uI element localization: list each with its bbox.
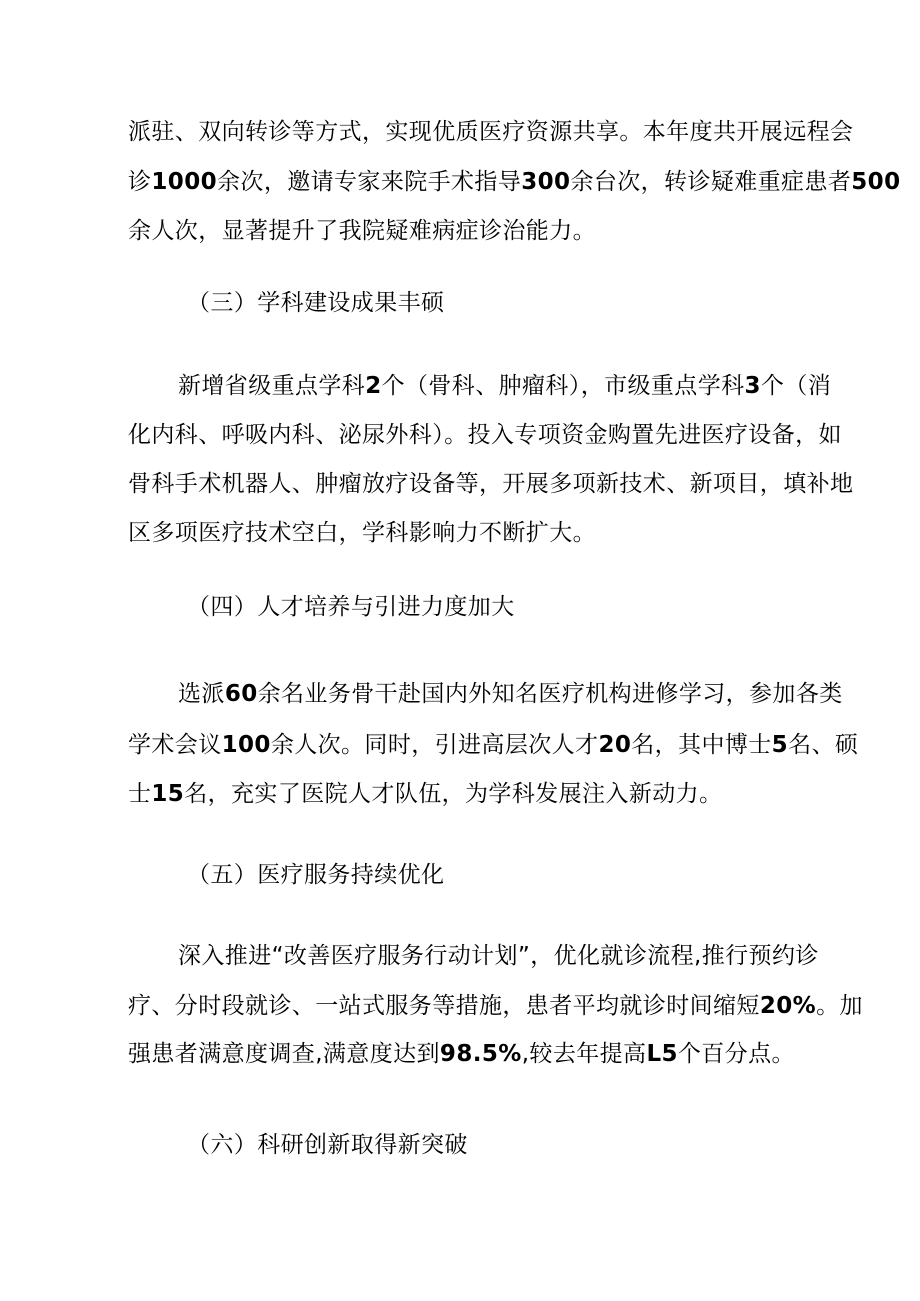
paragraph-line: 诊1000余次，邀请专家来院手术指导300余台次，转诊疑难重症患者500 bbox=[128, 169, 901, 195]
paragraph-line: 余人次，显著提升了我院疑难病症诊治能力。 bbox=[128, 218, 596, 244]
paragraph-line: 新增省级重点学科2个（骨科、肿瘤科），市级重点学科3个（消 bbox=[178, 373, 832, 399]
section-heading-5: （五）医疗服务持续优化 bbox=[187, 862, 445, 888]
paragraph-line: 区多项医疗技术空白，学科影响力不断扩大。 bbox=[128, 520, 596, 546]
paragraph-line: 深入推进“改善医疗服务行动计划”，优化就诊流程,推行预约诊 bbox=[178, 943, 819, 969]
paragraph-line: 士15名，充实了医院人才队伍，为学科发展注入新动力。 bbox=[128, 781, 723, 807]
paragraph-line: 派驻、双向转诊等方式，实现优质医疗资源共享。本年度共开展远程会 bbox=[128, 119, 854, 145]
paragraph-line: 强患者满意度调查,满意度达到98.5%,较去年提高L5个百分点。 bbox=[128, 1041, 795, 1067]
paragraph-line: 学术会议100余人次。同时，引进高层次人才20名，其中博士5名、硕 bbox=[128, 732, 859, 758]
section-heading-4: （四）人才培养与引进力度加大 bbox=[187, 594, 515, 620]
section-heading-6: （六）科研创新取得新突破 bbox=[187, 1132, 468, 1158]
paragraph-line: 化内科、呼吸内科、泌尿外科）。投入专项资金购置先进医疗设备，如 bbox=[128, 422, 842, 448]
paragraph-line: 骨科手术机器人、肿瘤放疗设备等，开展多项新技术、新项目，填补地 bbox=[128, 471, 854, 497]
section-heading-3: （三）学科建设成果丰硕 bbox=[187, 290, 445, 316]
paragraph-line: 疗、分时段就诊、一站式服务等措施，患者平均就诊时间缩短20%。加 bbox=[128, 993, 863, 1019]
paragraph-line: 选派60余名业务骨干赴国内外知名医疗机构进修学习，参加各类 bbox=[178, 681, 843, 707]
